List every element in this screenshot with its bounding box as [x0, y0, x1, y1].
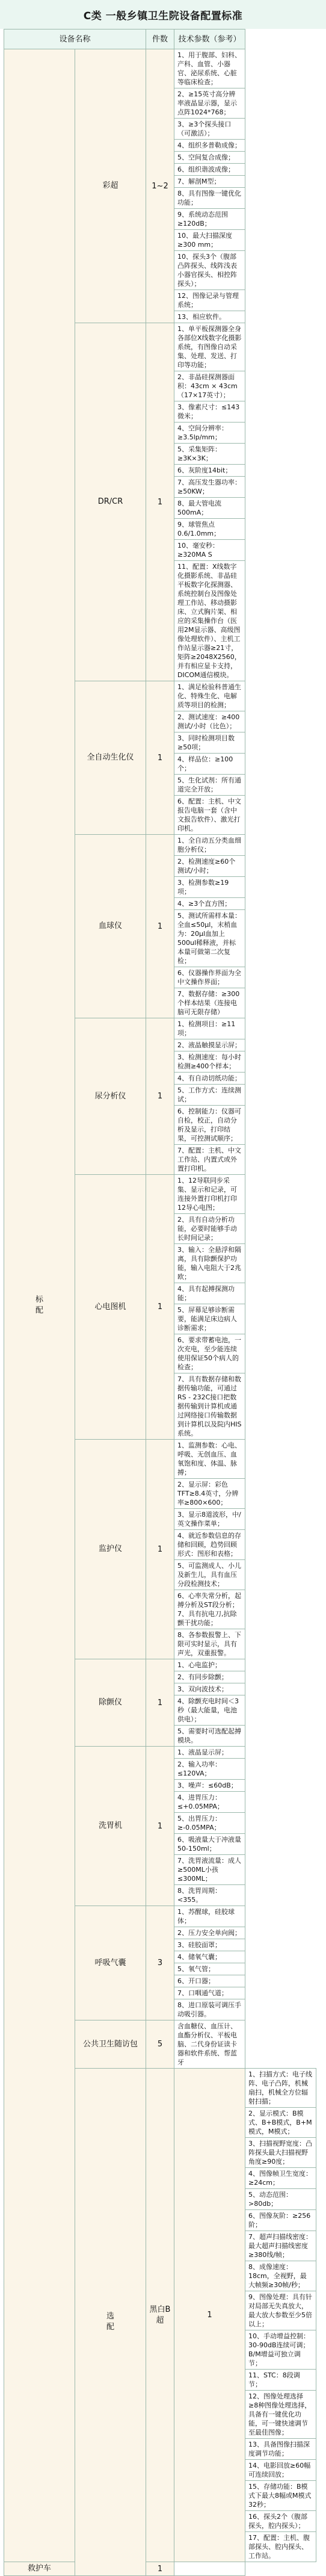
equipment-params	[174, 323, 245, 681]
param-item: 7、超声扫描线密度：最大超声扫描线密度≥380线/帧；	[245, 2231, 316, 2261]
param-item: 含血糖仪、血压计、血酯分析仪、平板电脑、二代身份证读卡器和软件系统、帮蓝牙	[177, 2022, 237, 2066]
param-item: 1、苏醒球，硅胶球体；	[174, 1906, 245, 1927]
equipment-quantity: 5	[146, 2020, 174, 2069]
param-item: 1、满足检验科普通生化、特殊生化、电解质等项目的检测；	[174, 681, 245, 711]
param-item: 2、检测速度≥60个测试/小时；	[174, 856, 245, 877]
header-quantity: 件数	[146, 29, 174, 49]
param-item: 1、扫描方式：电子线阵、电子凸阵，机械扇扫，机械全方位辐射扫描；	[245, 2069, 316, 2108]
param-item: 8、成像速度：18cm，全视野，最大帧频≥30帧/秒；	[245, 2261, 316, 2291]
param-item: 1、监测参数：心电、呼吸、无创血压、血氧饱和度、体温、脉搏；	[174, 1440, 245, 1479]
param-item: 7、洗胃液流量：成人≥500ML小孩≤300ML；	[174, 1855, 245, 1885]
equipment-params	[174, 49, 245, 323]
equipment-quantity: 1	[146, 681, 174, 835]
param-item: 4、具有起搏探测功能；	[174, 1283, 245, 1304]
param-item	[174, 2563, 245, 2575]
equipment-params	[174, 1747, 245, 1906]
param-item: 5、屏幕足够诊断需要，能满足床边病人诊断需求；	[174, 1304, 245, 1334]
param-item: 6、图像灰阶：≥256阶；	[245, 2210, 316, 2231]
param-item: 4、除颤充电时间＜3秒（最大能量，电池供电）；	[174, 1695, 245, 1726]
param-item: 7、数据存储：≥300个样本结果（连接电脑可无限存储）	[177, 990, 240, 1016]
param-item: 1、心电监护；	[174, 1659, 245, 1671]
param-item: 4、进胃压力：≤+0.05MPA；	[174, 1792, 245, 1813]
param-item: 6、配置：主机、中文报告电脑一套（含中文报告软件）、激光打印机。	[177, 797, 241, 832]
param-item: 2、显示屏：彩色TFT≥8.4英寸，分辨率≥800×600；	[174, 1479, 245, 1509]
param-item: 9、球管焦点0.6/1.0mm；	[174, 519, 245, 540]
param-item: 7、解剖M型；	[174, 176, 245, 188]
param-item: 2、非晶硅探测器面积：43cm × 43cm（17×17英寸）；	[174, 371, 245, 401]
param-item: 4、图像帧卫生宽度：≥24cm；	[245, 2168, 316, 2189]
param-item: 1、液晶显示屏；	[174, 1747, 245, 1759]
equipment-quantity: 1	[146, 1175, 174, 1440]
equipment-table	[4, 29, 316, 2576]
param-item: 9、系统动态范围≥120dB；	[174, 209, 245, 230]
param-item: 4、样品位：≥100个；	[174, 754, 245, 775]
param-item: 11、配置：X线数字化摄影系统、非晶硅平板数字化探测器、系统控制台及图像处理工作站、移动摄影床、立式胸片架、相应的采集操作台（医用2M显示器、高级图像处理软件）、主机工作站显示器≥21寸，矩阵≥2048X2560，并有相应显卡支持，DICOM通信模块。	[177, 563, 241, 679]
category-cell: 选 配	[75, 2069, 146, 2576]
param-item: 17、配置：主机、腹部探头、腔内探头、工作站。	[248, 2534, 310, 2560]
param-item: 6、仪器操作界面为全中文操作界面；	[174, 967, 245, 988]
param-item: 5、空间复合成像；	[174, 152, 245, 164]
equipment-name: 尿分析仪	[75, 1018, 146, 1175]
param-item: 5、可监测成人、小儿及新生儿，具有血压分段检测技术；	[174, 1560, 245, 1590]
equipment-name: DR/CR	[75, 323, 146, 681]
param-item: 15、存储功能：B模式下最大8幅或M模式32秒；	[245, 2481, 316, 2511]
equipment-quantity: 1	[146, 1659, 174, 1747]
param-item: 8、洗胃周期：<355。	[177, 1887, 221, 1904]
equipment-quantity: 1	[146, 835, 174, 1018]
param-item: 4、组织多普勒成像；	[174, 140, 245, 152]
param-item: 2、显示模式：B模式、B+B模式，B+M模式，M模式；	[245, 2108, 316, 2138]
param-item: 3、像素尺寸：≤143微米；	[174, 401, 245, 423]
param-item: 3、同时检测项目数≥50项；	[174, 732, 245, 754]
param-item: 3、噪声：≤60dB；	[174, 1780, 245, 1792]
equipment-quantity: 1	[146, 1018, 174, 1175]
equipment-name: 救护车	[4, 2562, 75, 2576]
param-item: 6、心率失常分析，起搏分析及ST段分析；7、具有抗电刀,抗除颤干扰功能；	[174, 1590, 245, 1629]
param-item: 8、最大管电流500mA；	[174, 498, 245, 519]
equipment-params	[245, 2069, 316, 2562]
param-item: 12、图像处理选择≥8种图像处理选择，具备有一键优化功能，可一键快速调节至最佳图像；	[245, 2391, 316, 2439]
equipment-name: 彩超	[75, 49, 146, 323]
param-item: 5、氧气管；	[174, 1963, 245, 1975]
param-item: 5、生化试剂：所有通道完全开放；	[174, 775, 245, 796]
param-item: 6、开口器；	[174, 1975, 245, 1987]
param-item: 8、具有图像一键优化功能；	[174, 188, 245, 209]
param-item: 3、扫描视野宽度：凸阵探头最大扫描视野角度≥90度；	[245, 2138, 316, 2168]
param-item: 5、工作方式：连续测试；	[174, 1085, 245, 1106]
param-item: 3、检测参数≥19项；	[174, 877, 245, 898]
param-item: 10、最大扫描深度≥300 mm；	[174, 230, 245, 251]
param-item: 7、配置：主机、中文工作站、内置式或外置打印机。	[177, 1147, 241, 1172]
equipment-quantity: 1	[146, 2562, 174, 2576]
param-item: 5、采集矩阵：≥3K×3K；	[174, 444, 245, 465]
param-item: 3、显示8道波形，中/英文操作菜单；	[174, 1509, 245, 1530]
param-item: 5、动态范围：>80db；	[245, 2189, 316, 2210]
param-item: 3、输入：全悬浮和隔离，具有除颤保护功能，输入电阻大于2兆欧；	[174, 1244, 245, 1283]
table-row	[4, 2562, 316, 2576]
param-item: 6、组织谐波成像；	[174, 164, 245, 176]
param-item: 5、需要时可选配起搏模块。	[177, 1727, 241, 1744]
table-header-row	[4, 29, 316, 49]
param-item: 1、用于腹部、妇科、产科、血管、小器官、泌尿系统、心脏等临床检查；	[174, 49, 245, 88]
param-item: 4、就近参数信息的存储和回顾，趋势回顾形式：图形和表格；	[174, 1530, 245, 1560]
param-item: 1、12导联同步采集、显示和记录，可连接外置打印机打印12导心电图；	[174, 1175, 245, 1214]
equipment-quantity: 1	[146, 323, 174, 681]
param-item: 13、具备图像扫描深度调节功能；	[245, 2439, 316, 2460]
param-item: 8、进口原装可调压手动吸引器。	[177, 2001, 241, 2018]
param-item: 2、≥15英寸高分辨率液晶显示器，显示点阵1024*768；	[174, 88, 245, 119]
equipment-name: 监护仪	[75, 1440, 146, 1659]
equipment-name: 全自动生化仪	[75, 681, 146, 835]
table-row	[4, 49, 316, 323]
param-item: 4、储氧气囊；	[174, 1951, 245, 1963]
param-item: 9、图像处理：具有针对局部无失真放大，最大放大参数至少5倍以上；	[245, 2291, 316, 2330]
param-item: 6、要求带蓄电池，一次充电，至少能连续使用保证50个病人的检查；	[174, 1334, 245, 1373]
equipment-params	[174, 681, 245, 835]
param-item: 6、灰阶度14bit；	[174, 465, 245, 477]
equipment-params	[174, 835, 245, 1018]
equipment-params	[174, 1440, 245, 1659]
param-item: 8、各参数报警上、下限可实时显示，具有声光，双重报警。	[177, 1631, 241, 1657]
param-item: 13、相应软件。	[177, 313, 226, 321]
param-item: 7、具有数据存储和数据传输功能，可通过RS - 232C接口把数据传输到计算机或通过网络接口传输数据到计算机以及院内HIS系统。	[177, 1375, 242, 1437]
param-item: 10、手动增益控制：30-90dB连续可调；B/M增益可独立调节；	[245, 2330, 316, 2370]
equipment-quantity: 1	[146, 1747, 174, 1906]
param-item: 2、输入功率：≤120VA；	[174, 1759, 245, 1780]
equipment-quantity: 1	[146, 1440, 174, 1659]
equipment-quantity: 1	[174, 2069, 245, 2562]
header-equipment-name: 设备名称	[4, 29, 146, 49]
param-item: 5、测试所需样本量：全血≤50μl，末梢血为：20μl血加上500ul稀释液，并标本量可做第二次复检；	[174, 910, 245, 967]
param-item: 2、测试速度：≥400测试/小时（比色）；	[174, 711, 245, 732]
param-item: 5、出胃压力：≥-0.05MPA；	[174, 1813, 245, 1834]
param-item: 16、探头2个（腹部探头，腔内探头）；	[245, 2511, 316, 2532]
param-item: 2、压力安全单向阀；	[174, 1927, 245, 1939]
equipment-params	[174, 1906, 245, 2020]
equipment-params	[174, 1018, 245, 1175]
equipment-quantity: 3	[146, 1906, 174, 2020]
category-cell: 标 配	[4, 49, 75, 2562]
param-item: 6、控制能力：仪器可自检，校正，自动分析及显示，打印结果，可控测试顺序；	[174, 1106, 245, 1145]
equipment-params	[174, 2020, 245, 2069]
param-item: 12、图像记录与管理系统；	[174, 290, 245, 311]
equipment-params	[174, 2562, 245, 2576]
equipment-name: 黑白B超	[146, 2069, 174, 2562]
param-item: 14、电影回放≥60幅可连续回放；	[245, 2460, 316, 2481]
equipment-name: 公共卫生随访包	[75, 2020, 146, 2069]
equipment-name: 血球仪	[75, 835, 146, 1018]
param-item: 3、检测速度：每小时检测≥400个样本；	[174, 1051, 245, 1073]
param-item: 11、STC：8段调节；	[245, 2370, 316, 2391]
param-item: 2、具有自动分析功能，必要时能够手动长时间记录；	[174, 1214, 245, 1244]
equipment-name: 除颤仪	[75, 1659, 146, 1747]
param-item: 1、全自动五分类血细胞分析仪；	[174, 835, 245, 856]
param-item: 7、高压发生器功率：≥50KW；	[174, 477, 245, 498]
equipment-name: 心电图机	[75, 1175, 146, 1440]
param-item: 4、空间分辨率：≥3.5lp/mm；	[174, 423, 245, 444]
param-item: 1、单平板探测器全身各部位X线数字化摄影系统，有图像自动采集、处理、发送、打印等功能；	[174, 323, 245, 371]
equipment-params	[174, 1659, 245, 1747]
param-item: 1、检测项目：≥11项；	[174, 1018, 245, 1039]
param-item: 2、液晶触摸显示屏；	[174, 1039, 245, 1051]
param-item: 3、≥3个探头接口（可激活）；	[174, 119, 245, 140]
param-item: 2、有同步除颤；	[174, 1671, 245, 1683]
equipment-name: 呼吸气囊	[75, 1906, 146, 2020]
equipment-name: 洗胃机	[75, 1747, 146, 1906]
page-title: C类 一般乡镇卫生院设备配置标准	[0, 0, 326, 29]
param-item: 10、毫安秒：≥320MA S	[174, 540, 245, 561]
equipment-quantity: 1~2	[146, 49, 174, 323]
param-item: 3、硅胶面罩；	[174, 1939, 245, 1951]
param-item: 4、有自动切纸功能；	[174, 1073, 245, 1085]
param-item: 7、口咽通气道；	[174, 1987, 245, 1999]
param-item: 10、探头3个（腹部凸阵探头、线阵浅表小器官探头、相控阵探头）；	[174, 251, 245, 290]
equipment-params	[174, 1175, 245, 1440]
param-item: 3、双向波技术；	[174, 1683, 245, 1695]
header-technical-params: 技术参数（参考）	[174, 29, 245, 49]
param-item: 4、≥3个直方图；	[174, 898, 245, 910]
table-body	[4, 49, 316, 2576]
param-item: 6、吸液量大于冲液量50-150ml；	[174, 1834, 245, 1855]
